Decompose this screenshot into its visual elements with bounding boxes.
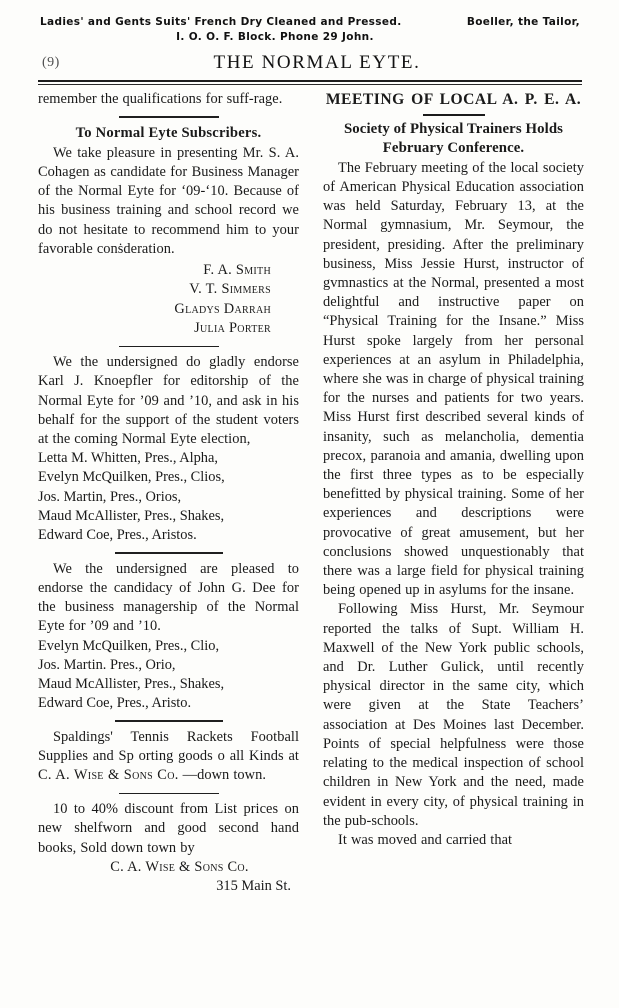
article-headline: MEETING OF LOCAL A. P. E. A. <box>325 91 582 108</box>
business-manager-endorsement-paragraph: We the undersigned are pleased to endorse the candidacy of John G. Dee for the business managership of the Normal Eyte for ’09 and ’10. <box>38 560 299 635</box>
section-divider-rule <box>119 793 219 795</box>
roster-item: Maud McAllister, Pres., Shakes, <box>38 676 225 693</box>
section-divider-rule <box>115 552 223 554</box>
divider-thick-line <box>38 80 582 82</box>
article-paragraph-1: The February meeting of the local society of American Physical Education association was held Saturday, February 13, at the Normal gymnasium, Mr. Seymour, the president, presiding. After the preliminary business, Miss Jessie Hurst, instructor of gvmnastics at the Normal, presented a most delightful and instructive paper on “Physical Training for the Insane.” Miss Hurst spoke largely from her personal experiences at an asylum in Philadelphia, where she was in charge of physical training for the nurses and patients for two years. Miss Hurst first described several kinds of insanity, such as melancholia, dementia precox, paranoia and amania, dwelling upon the first three types as to be especially benefitted by physical training. Some of her experiences and descriptions were provocative of great amusement, but her conclusions showed unquestionably that there was a large field for physical training being opened up in asylums for the insane. <box>323 159 584 599</box>
section-divider-rule <box>119 116 219 118</box>
publication-title: THE NORMAL EYTE. <box>213 52 421 73</box>
page-folio-number: (9) <box>42 55 60 70</box>
roster-item: Evelyn McQuilken, Pres., Clio, <box>38 637 220 654</box>
article-paragraph-2: Following Miss Hurst, Mr. Seymour reported the talks of Supt. William H. Maxwell of the New York public schools, and Dr. Luther Gulick, until recently physical director in the same city, which were given at the State Teachers’ association at Des Moines last December. Points of special helpfulness were those relating to the medical inspection of school children in New York and the need, made evident in every city, of physical training in the pub-schools. <box>323 601 584 829</box>
roster-item: Jos. Martin. Pres., Orio, <box>38 656 176 673</box>
subscribers-paragraph: We take pleasure in presenting Mr. S. A. Cohagen as candidate for Business Manager of the Normal Eyte for ‘09-‘10. Because of his business training and school record we do not hesitate to recommend him to your favorable conṡderation. <box>38 144 299 257</box>
roster-item: Edward Coe, Pres., Aristos. <box>38 527 197 544</box>
masthead <box>40 52 580 76</box>
signature-item: V. T. Simmers <box>189 281 271 298</box>
signature-item: F. A. Smith <box>203 262 271 279</box>
business-manager-endorsement-roster <box>38 637 299 714</box>
roster-item: Maud McAllister, Pres., Shakes, <box>38 507 225 524</box>
editorship-endorsement-roster <box>38 449 299 545</box>
article-columns <box>38 90 584 896</box>
headline-divider-rule <box>423 114 485 116</box>
advertisement-header-line-1 <box>40 16 580 28</box>
roster-item: Evelyn McQuilken, Pres., Clios, <box>38 469 225 486</box>
continued-paragraph: remember the qualifications for suff-rage. <box>38 91 283 107</box>
books-ad-firm-name: C. A. Wise & Sons Co. <box>110 858 249 875</box>
subscribers-heading: To Normal Eyte Subscribers. <box>75 124 262 141</box>
article-deck-line-2: February Conference. <box>382 140 525 157</box>
article-deck-line-1: Society of Physical Trainers Holds <box>343 120 564 137</box>
signature-item: Gladys Darrah <box>174 300 271 317</box>
spaldings-ad-firm-name: C. A. Wise & Sons Co. <box>38 767 179 784</box>
advertisement-advertiser-name: Boeller, the Tailor, <box>466 16 580 28</box>
spaldings-ad-text-end: —down town. <box>178 767 266 784</box>
section-divider-rule <box>119 346 219 348</box>
advertisement-header-line-2: I. O. O. F. Block. Phone 29 John. <box>176 31 374 43</box>
books-discount-advertisement: 10 to 40% discount from List prices on new shelfworn and good second hand books, Sold down town by <box>38 801 299 856</box>
spaldings-ad-text-start: Spaldings' Tennis Rackets Football Supplies and Sp orting goods o all Kinds at <box>38 729 299 765</box>
section-divider-rule <box>115 720 223 722</box>
roster-item: Edward Coe, Pres., Aristo. <box>38 695 192 712</box>
advertisement-header <box>40 16 580 43</box>
article-paragraph-3: It was moved and carried that <box>338 831 513 848</box>
masthead-divider-rule <box>38 80 582 85</box>
books-ad-street-address: 315 Main St. <box>216 878 291 895</box>
roster-item: Letta M. Whitten, Pres., Alpha, <box>38 450 218 467</box>
divider-thin-line <box>38 84 582 85</box>
signature-item: Julia Porter <box>194 320 271 337</box>
spaldings-advertisement <box>38 728 299 786</box>
left-column <box>38 90 299 896</box>
editorship-endorsement-paragraph: We the undersigned do gladly endorse Karl J. Knoepfler for editorship of the Normal Eyte for ’09 and ’10, and ask in his behalf for the support of the student voters at the coming Normal Eyte election, <box>38 354 299 448</box>
advertisement-service-text: Ladies' and Gents Suits' French Dry Cleaned and Pressed. <box>40 16 402 28</box>
subscribers-signature-list <box>38 261 299 339</box>
roster-item: Jos. Martin, Pres., Orios, <box>38 488 182 505</box>
right-column <box>323 90 584 896</box>
